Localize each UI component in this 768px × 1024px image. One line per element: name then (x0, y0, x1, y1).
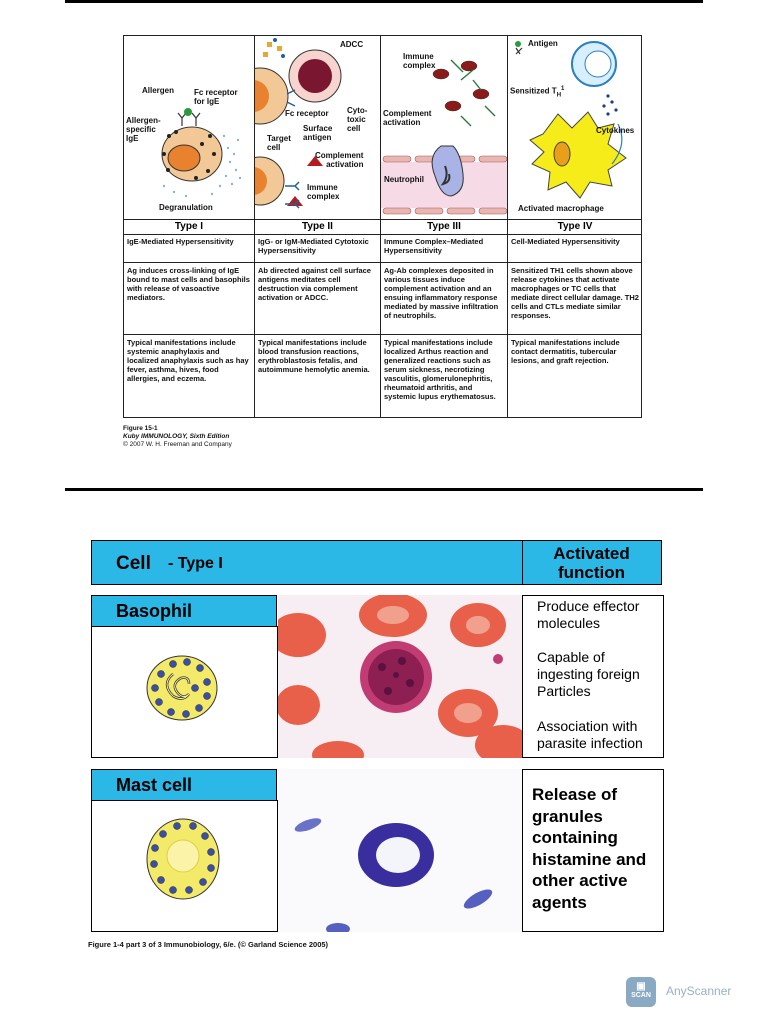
type2-target-cell-label: Target cell (267, 134, 291, 152)
type2-complement-label: Complement activation (315, 151, 364, 169)
type2-illustration (255, 36, 380, 219)
type3-heading: Type III (427, 221, 461, 232)
type4-macrophage-label: Activated macrophage (518, 204, 604, 213)
basophil-micrograph (278, 595, 523, 758)
type3-complement-label: Complement activation (383, 109, 432, 127)
type3-immune-complex-label: Immune complex (403, 52, 436, 70)
scanner-watermark: AnyScanner (666, 984, 732, 998)
mast-cell-diagram-icon (143, 816, 223, 902)
type3-neutrophil-label: Neutrophil (384, 175, 424, 184)
mast-cell-function: Release of granules containing histamine and other active agents (532, 785, 647, 912)
type4-illustration (508, 36, 642, 219)
type4-heading: Type IV (557, 221, 593, 232)
blood-smear-icon (278, 595, 523, 758)
top-rule (65, 0, 703, 3)
basophil-diagram-icon (143, 652, 221, 724)
type3-manifestations: Typical manifestations include localized Arthus reaction and generalized reactions such as serum sickness, necrotizing vasculitis, glomerulonephritis, rheumatoid arthritis, and systemic lupus erythematosus. (384, 338, 496, 401)
type1-illustration (124, 36, 254, 219)
hypersensitivity-table (123, 35, 642, 418)
mast-cell-micrograph (278, 769, 523, 932)
type4-description: Sensitized TH1 cells shown above release cytokines that activate macrophages or TC cells that mediate direct cellular damage. TH2 cells and CTLs mediate similar responses. (511, 266, 639, 320)
type1-allergen-ige-label: Allergen- specific IgE (126, 116, 161, 143)
type2-description: Ab directed against cell surface antigens meditates cell destruction via complement activation or ADCC. (258, 266, 371, 302)
type4-sensitized-label: Sensitized $T_H^1$ (510, 86, 565, 99)
type2-cytotoxic-label: Cyto- toxic cell (347, 106, 368, 133)
header-function-label: Activated function (553, 544, 630, 582)
header-type-label: - Type I (168, 555, 223, 572)
type2-surface-antigen-label: Surface antigen (303, 124, 333, 142)
type4-cytokines-label: Cytokines (596, 126, 635, 135)
type3-description: Ag-Ab complexes deposited in various tissues induce complement activation and an ensuing inflammatory response mediated by massive infiltration of neutrophils. (384, 266, 499, 320)
figure2-caption: Figure 1-4 part 3 of 3 Immunobiology, 6/e. (© Garland Science 2005) (88, 940, 329, 949)
header-cell-label: Cell (116, 553, 151, 574)
mast-cell-title-bar (91, 769, 277, 801)
type1-mechanism: IgE-Mediated Hypersensitivity (127, 237, 234, 246)
figure1-caption: Figure 15-1 Kuby IMMUNOLOGY, Sixth Edition © 2007 W. H. Freeman and Company (123, 425, 232, 448)
basophil-function-2: Capable of ingesting foreign Particles (537, 649, 640, 699)
type4-antigen-label: Antigen (528, 39, 558, 48)
type4-manifestations: Typical manifestations include contact dermatitis, tubercular lesions, and graft rejection. (511, 338, 620, 365)
type2-manifestations: Typical manifestations include blood transfusion reactions, erythroblastosis fetalis, and autoimmune hemolytic anemia. (258, 338, 370, 374)
type2-heading: Type II (302, 221, 333, 232)
type2-fc-receptor-label: Fc receptor (285, 109, 329, 118)
type1-heading: Type I (174, 221, 204, 232)
type2-mechanism: IgG- or IgM-Mediated Cytotoxic Hypersensitivity (258, 237, 369, 255)
basophil-function-3: Association with parasite infection (537, 718, 643, 751)
scanner-logo-icon: ▣ SCAN (626, 977, 656, 1007)
type1-fc-receptor-label: Fc receptor for IgE (194, 88, 238, 106)
type1-description: Ag induces cross-linking of IgE bound to mast cells and basophils with release of vasoactive mediators. (127, 266, 250, 302)
type2-adcc-label: ADCC (340, 40, 364, 49)
basophil-function-1: Produce effector molecules (537, 598, 640, 631)
basophil-title: Basophil (116, 601, 193, 621)
mast-cell-title: Mast cell (116, 775, 193, 795)
type3-illustration (381, 36, 507, 219)
header-function-bar (522, 540, 662, 585)
header-bar (91, 540, 523, 585)
type1-allergen-label: Allergen (142, 86, 175, 95)
basophil-title-bar (91, 595, 277, 627)
type1-degranulation-label: Degranulation (159, 203, 213, 212)
type2-immune-complex-label: Immune complex (307, 183, 340, 201)
type1-manifestations: Typical manifestations include systemic anaphylaxis and localized anaphylaxis such as hay fever, asthma, hives, food allergies, and eczema. (127, 338, 249, 383)
mast-cell-stain-icon (278, 769, 523, 932)
neutrophil-vessel-icon (381, 36, 507, 219)
type3-mechanism: Immune Complex–Mediated Hypersensitivity (384, 237, 484, 255)
type4-mechanism: Cell-Mediated Hypersensitivity (511, 237, 620, 246)
divider-rule (65, 488, 703, 491)
